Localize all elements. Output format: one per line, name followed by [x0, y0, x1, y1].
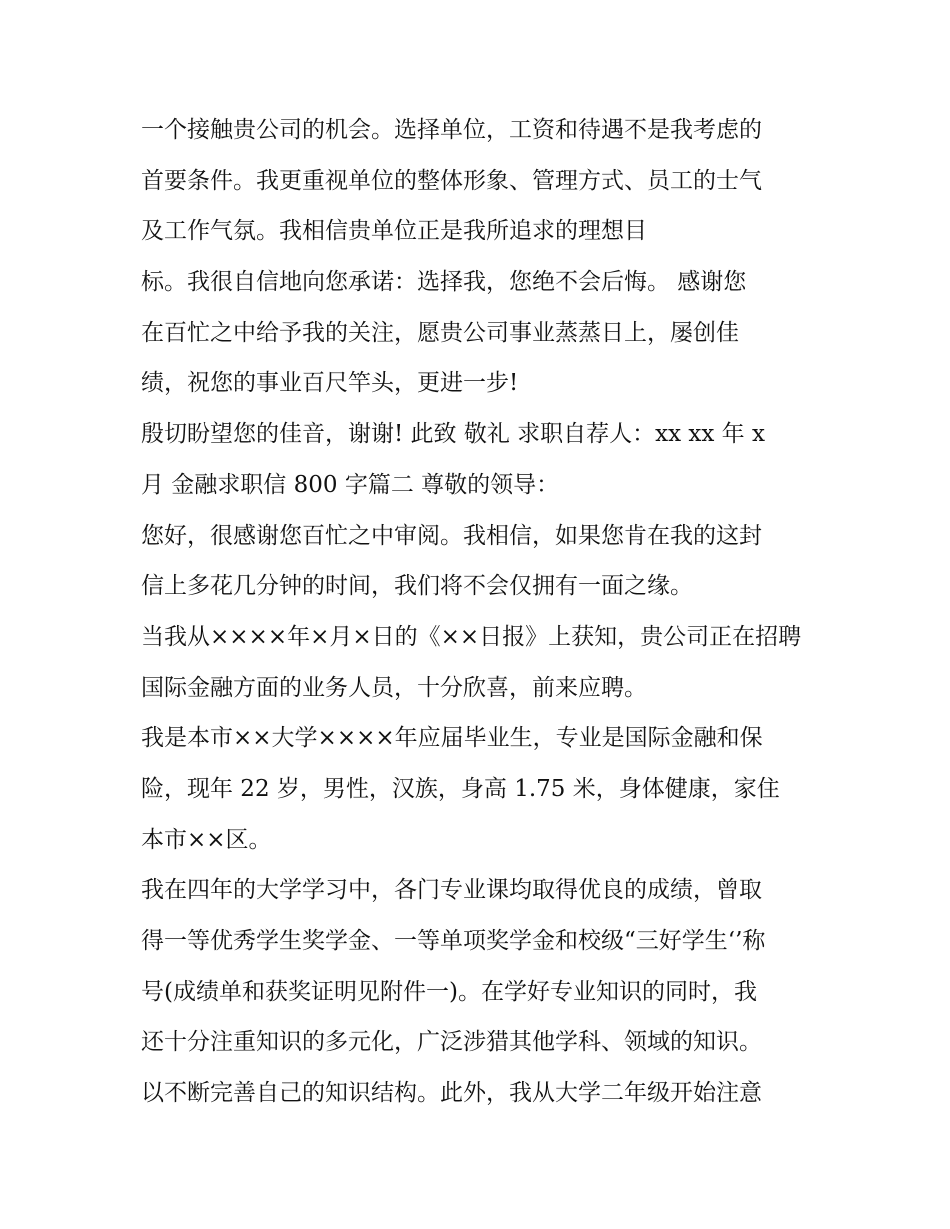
text-line: 首要条件。我更重视单位的整体形象、管理方式、员工的士气 — [141, 168, 762, 194]
text-line: 我在四年的大学学习中，各门专业课均取得优良的成绩，曾取 — [141, 877, 762, 903]
text-line: 及工作气氛。我相信贵单位正是我所追求的理想目 — [141, 218, 647, 244]
text-line: 您好，很感谢您百忙之中审阅。我相信，如果您肯在我的这封 — [141, 523, 762, 549]
text-line: 以不断完善自己的知识结构。此外，我从大学二年级开始注意 — [141, 1080, 762, 1106]
text-line: 绩，祝您的事业百尺竿头，更进一步! — [141, 370, 519, 396]
text-line: 标。我很自信地向您承诺：选择我，您绝不会后悔。 感谢您 — [141, 269, 747, 295]
text-line: 信上多花几分钟的时间，我们将不会仅拥有一面之缘。 — [141, 573, 693, 599]
text-line: 当我从××××年×月×日的《××日报》上获知，贵公司正在招聘 — [141, 624, 802, 650]
text-line: 月 金融求职信 800 字篇二 尊敬的领导： — [141, 472, 560, 498]
text-line: 号(成绩单和获奖证明见附件一)。在学好专业知识的同时，我 — [141, 979, 757, 1005]
text-line: 在百忙之中给予我的关注，愿贵公司事业蒸蒸日上，屡创佳 — [141, 320, 739, 346]
text-line: 一个接触贵公司的机会。选择单位，工资和待遇不是我考虑的 — [141, 117, 762, 143]
text-line: 得一等优秀学生奖学金、一等单项奖学金和校级“三好学生‘’称 — [141, 928, 766, 954]
text-line: 本市××区。 — [141, 827, 272, 853]
text-line: 殷切盼望您的佳音，谢谢! 此致 敬礼 求职自荐人：xx xx 年 x — [141, 421, 765, 447]
text-line: 还十分注重知识的多元化，广泛涉猎其他学科、领域的知识。 — [141, 1029, 762, 1055]
text-line: 国际金融方面的业务人员，十分欣喜，前来应聘。 — [141, 675, 647, 701]
text-line: 我是本市××大学××××年应届毕业生，专业是国际金融和保 — [141, 725, 763, 751]
text-line: 险，现年 22 岁，男性，汉族，身高 1.75 米，身体健康，家住 — [141, 776, 780, 802]
